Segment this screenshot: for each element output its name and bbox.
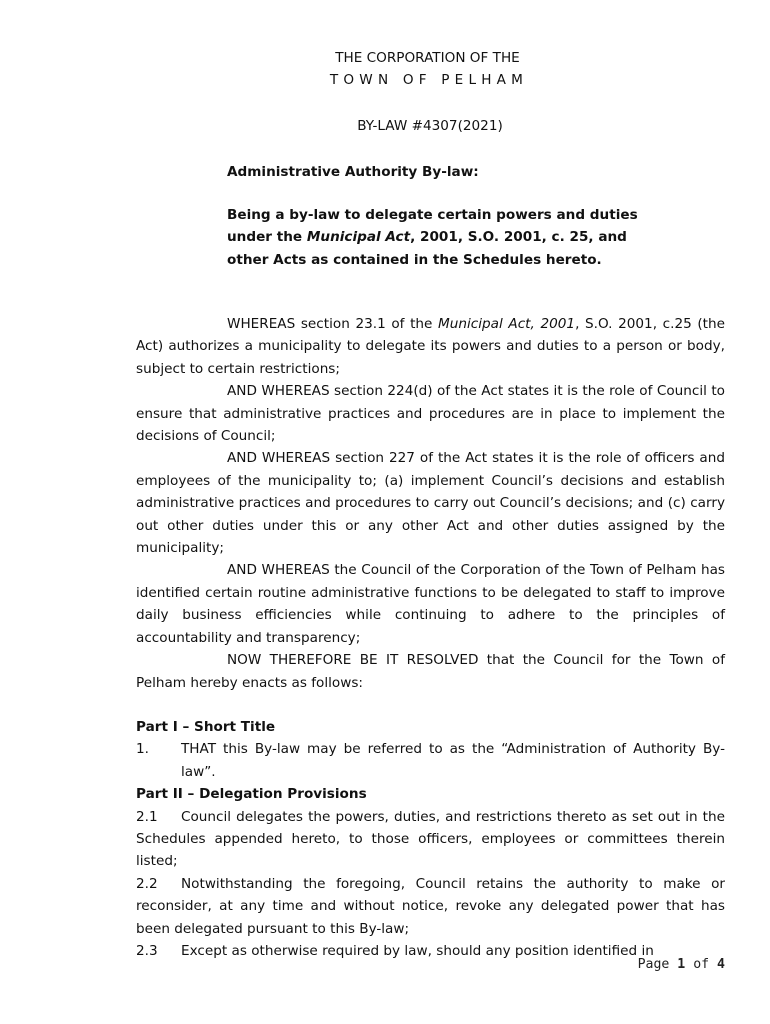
of-label: of	[693, 957, 710, 972]
item-number: 1.	[136, 741, 149, 758]
part-1-heading: Part I – Short Title	[136, 718, 276, 735]
description-part-1: Being a by-law to delegate certain powers and duties under the	[227, 207, 638, 246]
section-2-3-first: Except as otherwise required by law, should any position identified in	[181, 942, 654, 959]
part-1-item-1	[136, 738, 725, 783]
page-current: 1	[677, 957, 686, 972]
recital-1-part-1: WHEREAS section 23.1 of the	[227, 316, 439, 332]
section-number: 2.3	[136, 942, 158, 959]
recital-4: AND WHEREAS the Council of the Corporation of the Town of Pelham has identified certain routine administrative functions to be delegated to staff to improve daily business efficiencies while continuing to adhere to the principles of accountability and transparency;	[136, 562, 725, 646]
section-2-2	[136, 873, 725, 940]
section-number: 2.1	[136, 808, 158, 825]
town-name: TOWN OF PELHAM	[329, 72, 529, 88]
bylaw-heading: Administrative Authority By-law:	[227, 164, 479, 180]
bylaw-description	[227, 204, 667, 271]
page-footer	[638, 957, 725, 972]
page-label: Page	[637, 957, 670, 972]
section-2-1-first: Council delegates the powers, duties, and restrictions thereto as set out	[181, 808, 681, 825]
recital-5: NOW THEREFORE BE IT RESOLVED that the Council for the Town of Pelham hereby enacts as follows:	[136, 652, 725, 691]
corporation-line: THE CORPORATION OF THE	[335, 50, 520, 66]
bylaw-number: BY-LAW #4307(2021)	[357, 118, 503, 134]
section-2-1-rest: in the Schedules appended hereto, to those officers, employees or committees therein listed;	[136, 808, 725, 870]
recital-3: AND WHEREAS section 227 of the Act states it is the role of officers and employees of the municipality to; (a) implement Council’s decisions and establish administrative practices and procedures to carry out Council’s decisions; and (c) carry out other duties under this or any other Act and other duties assigned by the municipality;	[136, 450, 725, 557]
section-number: 2.2	[136, 875, 158, 892]
part-2-heading: Part II – Delegation Provisions	[136, 786, 367, 803]
recital-1-part-2: , S.O. 2001, c.25 (the Act) authorizes a municipality to delegate its powers and duties to a person or body, subject to certain restrictions;	[136, 316, 725, 377]
recital-1	[136, 313, 725, 380]
recital-2: AND WHEREAS section 224(d) of the Act states it is the role of Council to ensure that administrative practices and procedures are in place to implement the decisions of Council;	[136, 383, 725, 445]
section-2-2-rest: reconsider, at any time and without notice, revoke any delegated power that has been delegated pursuant to this By-law;	[136, 898, 725, 937]
description-italic: Municipal Act	[306, 229, 411, 246]
section-2-1	[136, 806, 725, 873]
section-2-2-first: Notwithstanding the foregoing, Council retains the authority to make or	[181, 875, 725, 892]
description-part-2: , 2001, S.O. 2001, c. 25, and other Acts as contained in the Schedules hereto.	[227, 229, 627, 268]
item-text: THAT this By-law may be referred to as the “Administration of Authority By-law”.	[181, 741, 725, 780]
page-total: 4	[717, 957, 725, 972]
spacer	[136, 694, 725, 716]
document-body	[136, 313, 725, 962]
recital-1-italic: Municipal Act, 2001	[438, 316, 576, 332]
